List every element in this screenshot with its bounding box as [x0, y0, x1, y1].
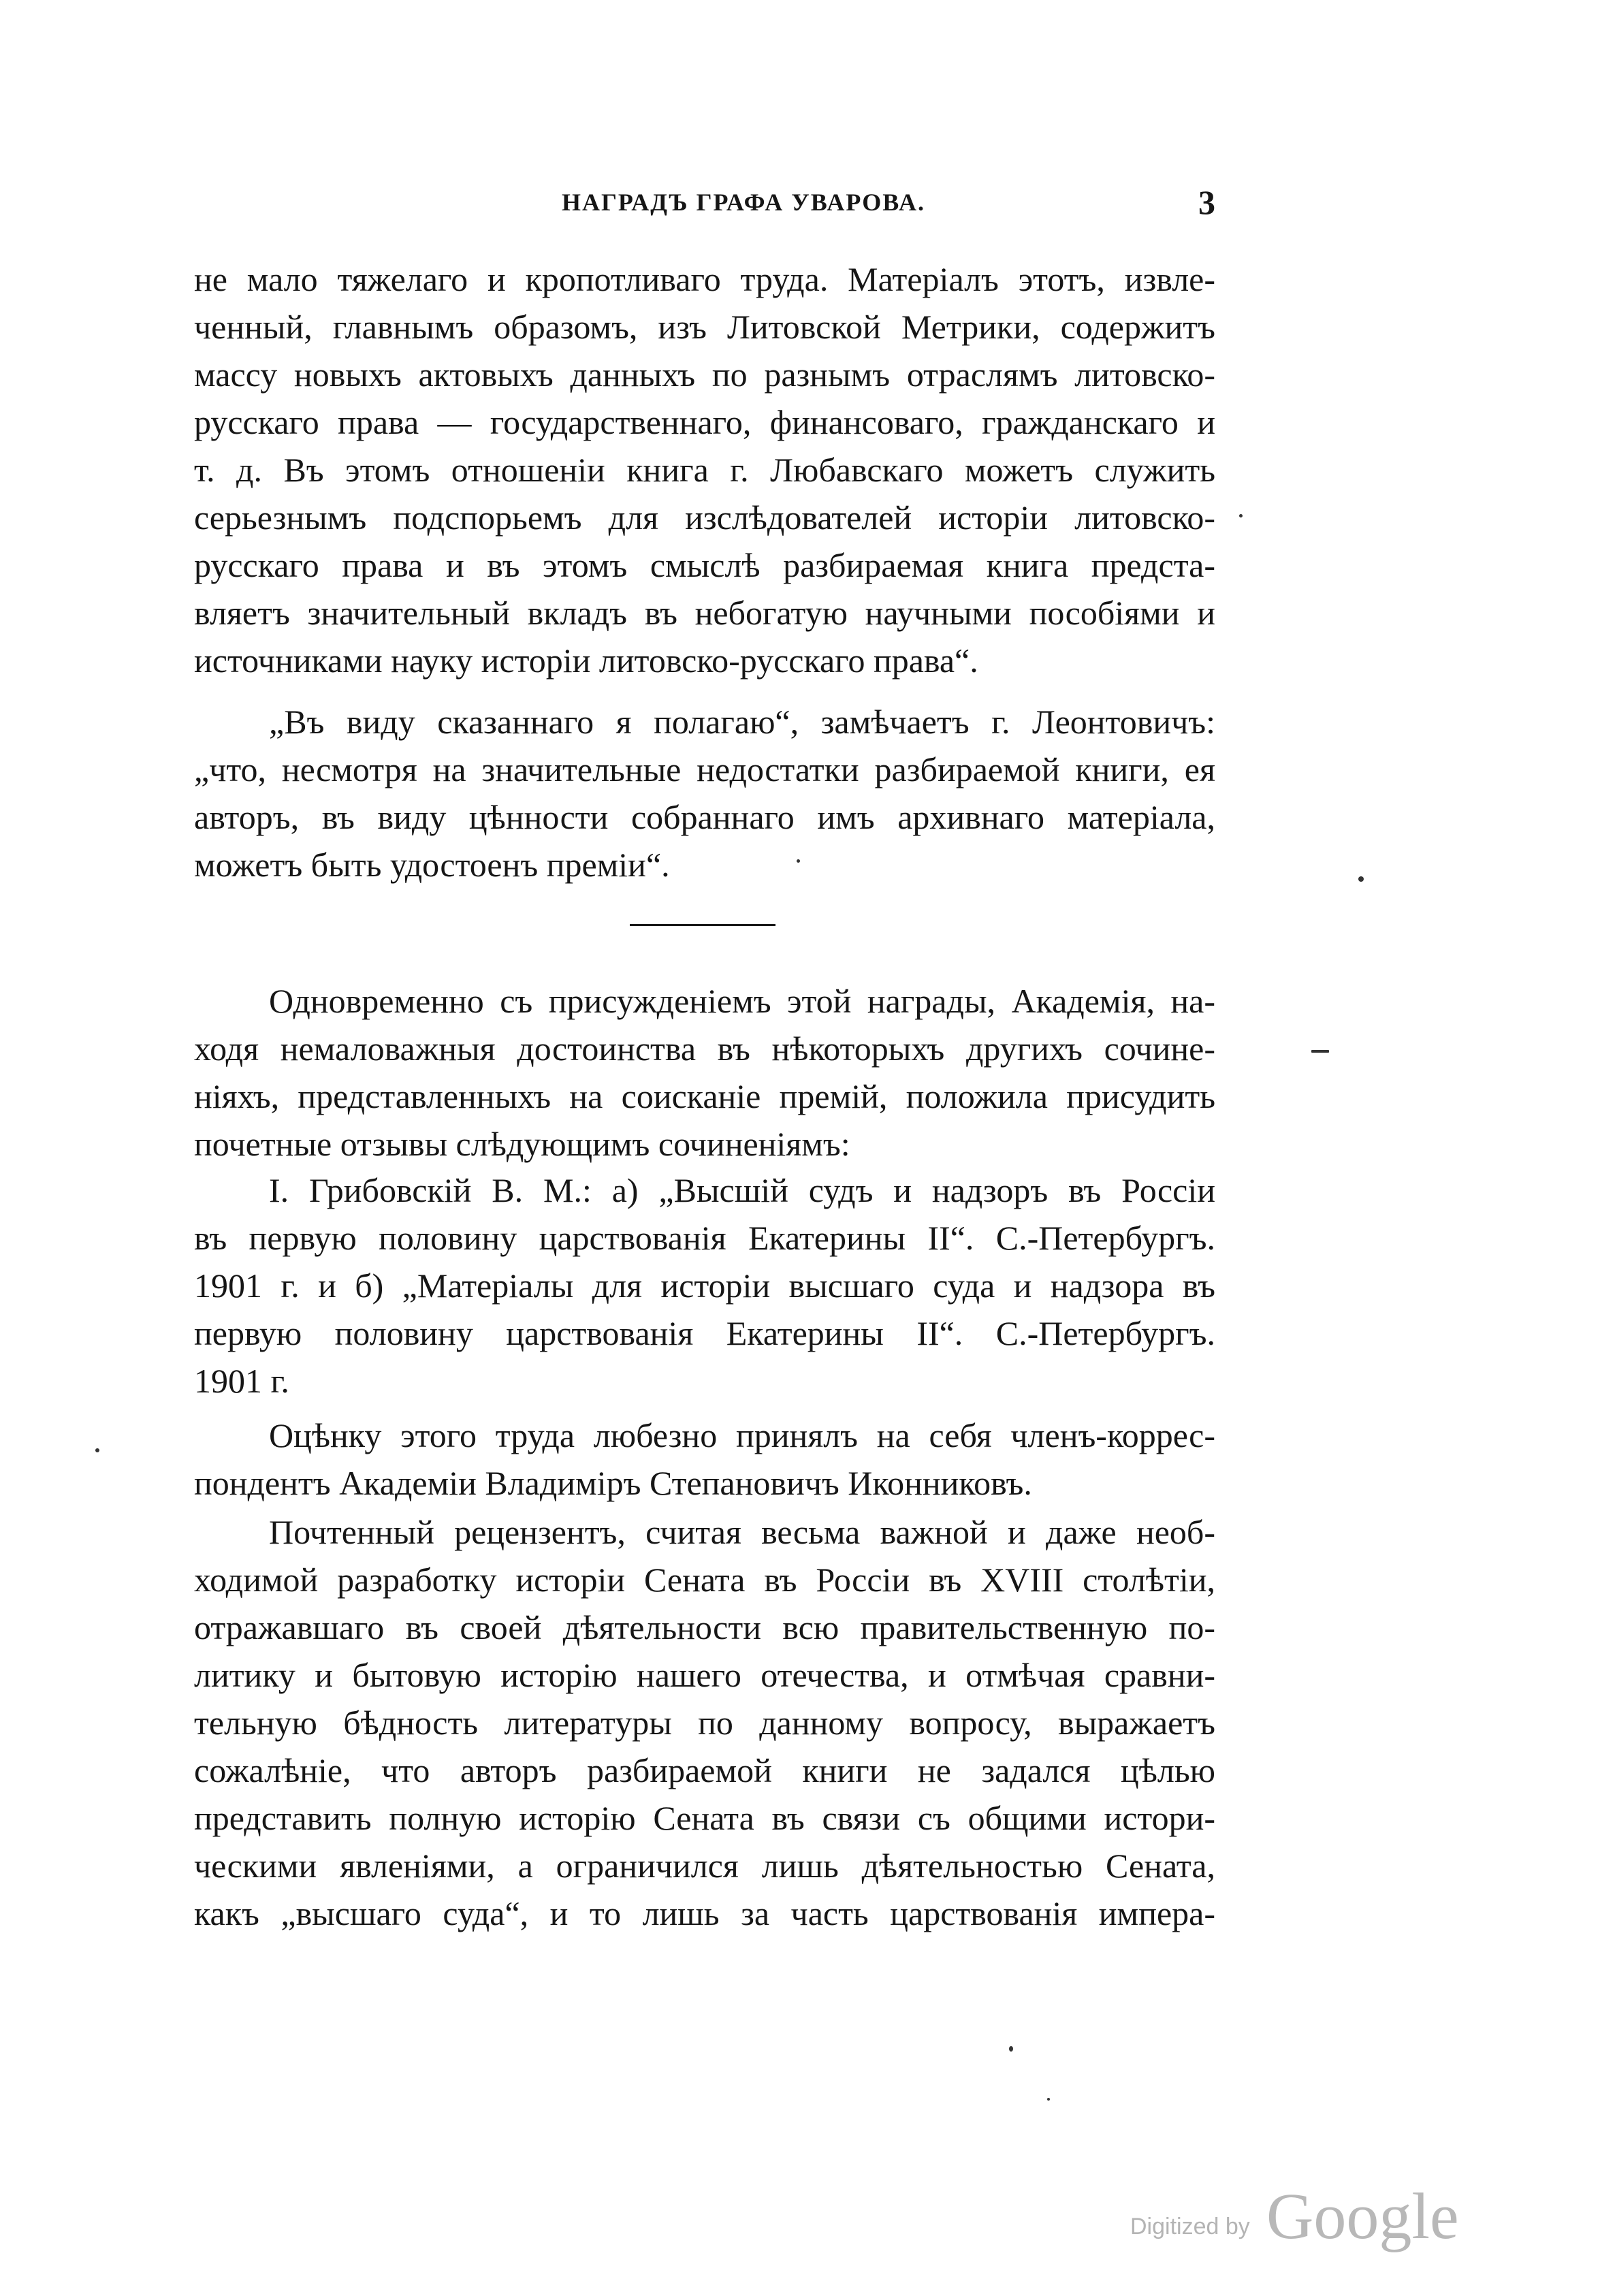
scan-speck	[1009, 2046, 1013, 2052]
text-line: ніяхъ, представленныхъ на соисканіе премій, положила присудить	[194, 1077, 1215, 1115]
section-separator	[630, 924, 775, 926]
text-line: ходимой разработку исторіи Сената въ Россіи въ XVIII столѣтіи,	[194, 1561, 1215, 1599]
text-line: можетъ быть удостоенъ преміи“.	[194, 846, 670, 884]
paragraph-5	[194, 1412, 1215, 1507]
text-line: Почтенный рецензентъ, считая весьма важной и даже необ-	[269, 1513, 1215, 1551]
text-line: русскаго права и въ этомъ смыслѣ разбираемая книга предста-	[194, 546, 1215, 584]
google-watermark	[1130, 2179, 1484, 2254]
scan-speck	[1358, 876, 1364, 882]
text-line: какъ „высшаго суда“, и то лишь за часть царствованія импера-	[194, 1894, 1215, 1932]
text-line: почетные отзывы слѣдующимъ сочиненіямъ:	[194, 1125, 850, 1163]
text-line: т. д. Въ этомъ отношеніи книга г. Любавскаго можетъ служить	[194, 451, 1215, 489]
text-line: ченный, главнымъ образомъ, изъ Литовской Метрики, содержитъ	[194, 308, 1215, 346]
google-logo: Google	[1266, 2180, 1459, 2252]
text-line: вляетъ значительный вкладъ въ небогатую научными пособіями и	[194, 594, 1215, 632]
text-line: источниками науку исторіи литовско-русскаго права“.	[194, 641, 978, 680]
text-line: авторъ, въ виду цѣнности собраннаго имъ архивнаго матеріала,	[194, 798, 1215, 836]
paragraph-2	[194, 698, 1215, 889]
text-line: первую половину царствованія Екатерины II“. С.-Петербургъ.	[194, 1314, 1215, 1352]
digitized-by-text: Digitized by	[1130, 2214, 1250, 2239]
text-line: Одновременно съ присужденіемъ этой награды, Академія, на-	[269, 982, 1215, 1020]
text-line: 1901 г.	[194, 1362, 289, 1400]
text-line: представить полную исторію Сената въ связи съ общими истори-	[194, 1799, 1215, 1837]
text-line: отражавшаго въ своей дѣятельности всю правительственную по-	[194, 1608, 1215, 1646]
text-line: „что, несмотря на значительные недостатки разбираемой книги, ея	[194, 750, 1215, 788]
paragraph-4	[194, 1166, 1215, 1405]
scan-speck	[797, 859, 800, 863]
text-line: въ первую половину царствованія Екатерины II“. С.-Петербургъ.	[194, 1219, 1215, 1257]
text-line: пондентъ Академіи Владиміръ Степановичъ Иконниковъ.	[194, 1464, 1032, 1502]
text-line: сожалѣніе, что авторъ разбираемой книги не задался цѣлью	[194, 1751, 1215, 1789]
paragraph-3	[194, 977, 1215, 1168]
page-header	[194, 182, 1215, 237]
running-title: НАГРАДЪ ГРАФА УВАРОВА.	[562, 189, 925, 216]
text-line: ческими явленіями, а ограничился лишь дѣятельностью Сената,	[194, 1847, 1215, 1885]
text-line: 1901 г. и б) „Матеріалы для исторіи высшаго суда и надзора въ	[194, 1266, 1215, 1305]
page-number: 3	[1198, 183, 1215, 221]
text-line: тельную бѣдность литературы по данному вопросу, выражаетъ	[194, 1704, 1215, 1742]
text-line: не мало тяжелаго и кропотливаго труда. Матеріалъ этотъ, извле-	[194, 260, 1215, 298]
scan-speck	[1047, 2098, 1050, 2101]
scan-speck	[1239, 514, 1243, 517]
text-line: серьезнымъ подспорьемъ для изслѣдователей исторіи литовско-	[194, 498, 1215, 537]
text-line: литику и бытовую исторію нашего отечества, и отмѣчая сравни-	[194, 1656, 1215, 1694]
text-line: ходя немаловажныя достоинства въ нѣкоторыхъ другихъ сочине-	[194, 1030, 1215, 1068]
scan-speck	[95, 1448, 99, 1452]
paragraph-6	[194, 1508, 1215, 1937]
text-line: „Въ виду сказаннаго я полагаю“, замѣчаетъ г. Леонтовичъ:	[269, 703, 1215, 741]
text-line: русскаго права — государственнаго, финансоваго, гражданскаго и	[194, 403, 1215, 441]
scan-dash	[1311, 1050, 1329, 1053]
paragraph-1	[194, 255, 1215, 684]
text-line: массу новыхъ актовыхъ данныхъ по разнымъ отраслямъ литовско-	[194, 355, 1215, 394]
text-line: I. Грибовскій В. М.: а) „Высшій судъ и надзоръ въ Россіи	[269, 1171, 1215, 1209]
text-line: Оцѣнку этого труда любезно принялъ на себя членъ-коррес-	[269, 1416, 1215, 1454]
